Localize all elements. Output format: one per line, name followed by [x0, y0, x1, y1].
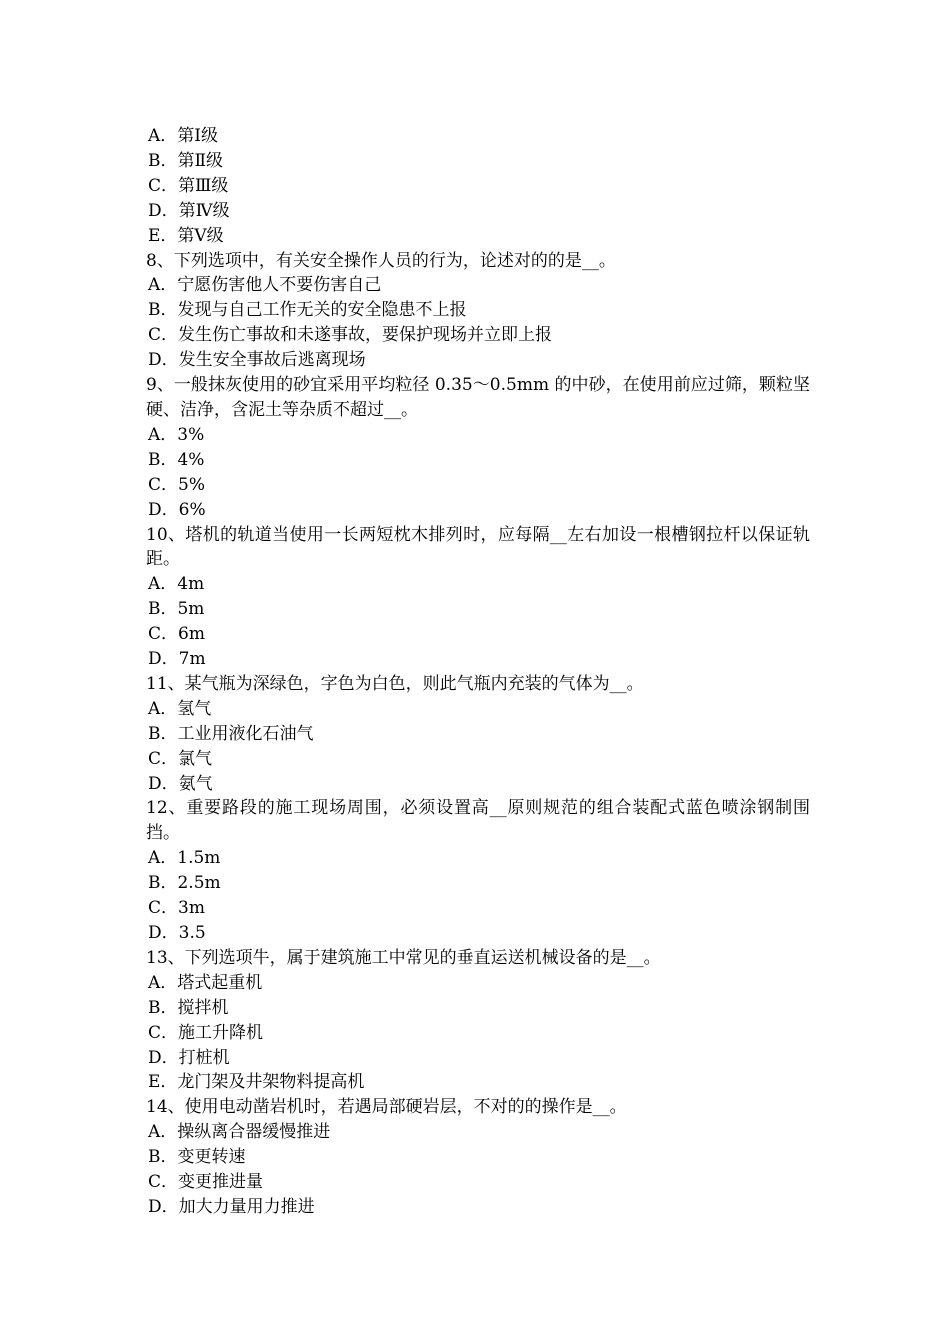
- option: D．6%: [148, 499, 206, 520]
- question-10: [146, 523, 810, 672]
- option: B．发现与自己工作无关的安全隐患不上报: [148, 300, 467, 321]
- option: A．操纵离合器缓慢推进: [148, 1122, 331, 1143]
- question-text: 11、某气瓶为深绿色，字色为白色，则此气瓶内充装的气体为__。: [146, 673, 644, 694]
- option: B．5m: [148, 599, 205, 620]
- option: D．7m: [148, 649, 206, 670]
- question-text: 13、下列选项牛，属于建筑施工中常见的垂直运送机械设备的是__。: [146, 947, 661, 968]
- option: B．4%: [148, 449, 205, 470]
- question-text: 14、使用电动凿岩机时，若遇局部硬岩层，不对的的操作是__。: [146, 1097, 627, 1118]
- option: B．2.5m: [148, 873, 221, 894]
- option: C．施工升降机: [148, 1022, 264, 1043]
- option: C．变更推进量: [148, 1172, 264, 1193]
- question-8: [146, 249, 810, 374]
- option: C．3m: [148, 898, 205, 919]
- question-11: [146, 672, 810, 797]
- option: A．3%: [148, 424, 205, 445]
- option: E．龙门架及井架物料提高机: [148, 1072, 365, 1093]
- option: D．发生安全事故后逃离现场: [148, 350, 366, 371]
- option: D．打桩机: [148, 1047, 230, 1068]
- option: D．加大力量用力推进: [148, 1196, 315, 1217]
- question-text: 12、重要路段的施工现场周围，必须设置高__原则规范的组合装配式蓝色喷涂钢制围挡。: [146, 798, 810, 844]
- option: A．1.5m: [148, 848, 221, 869]
- prev-question-options: [146, 124, 810, 249]
- option: C．氯气: [148, 748, 213, 769]
- question-9: [146, 373, 810, 522]
- option: D．氨气: [148, 773, 213, 794]
- question-12: [146, 796, 810, 945]
- option: D．3.5: [148, 923, 206, 943]
- option: B．变更转速: [148, 1147, 246, 1168]
- option: C．5%: [148, 474, 205, 495]
- question-text: 10、塔机的轨道当使用一长两短枕木排列时，应每隔__左右加设一根槽钢拉杆以保证轨距。: [146, 524, 810, 570]
- option: C．发生伤亡事故和未遂事故，要保护现场并立即上报: [148, 325, 553, 346]
- option: D．第Ⅳ级: [148, 200, 230, 221]
- option: E．第Ⅴ级: [148, 225, 224, 246]
- option: A．氢气: [148, 698, 212, 719]
- option: B．搅拌机: [148, 997, 229, 1018]
- question-13: [146, 946, 810, 1095]
- option: C．6m: [148, 624, 205, 645]
- option: A．塔式起重机: [148, 972, 263, 993]
- question-text: 9、一般抹灰使用的砂宜采用平均粒径 0.35～0.5mm 的中砂，在使用前应过筛，颗粒坚硬、洁净，含泥土等杂质不超过__。: [146, 375, 810, 420]
- option: B．第Ⅱ级: [148, 150, 224, 171]
- option: B．工业用液化石油气: [148, 723, 314, 744]
- question-14: [146, 1095, 810, 1220]
- question-text: 8、下列选项中，有关安全操作人员的行为，论述对的的是__。: [146, 250, 616, 271]
- option: A．4m: [148, 574, 205, 595]
- option: C．第Ⅲ级: [148, 175, 229, 196]
- option: A．第Ⅰ级: [148, 126, 218, 146]
- option: A．宁愿伤害他人不要伤害自己: [148, 275, 382, 296]
- exam-content: [146, 124, 810, 1220]
